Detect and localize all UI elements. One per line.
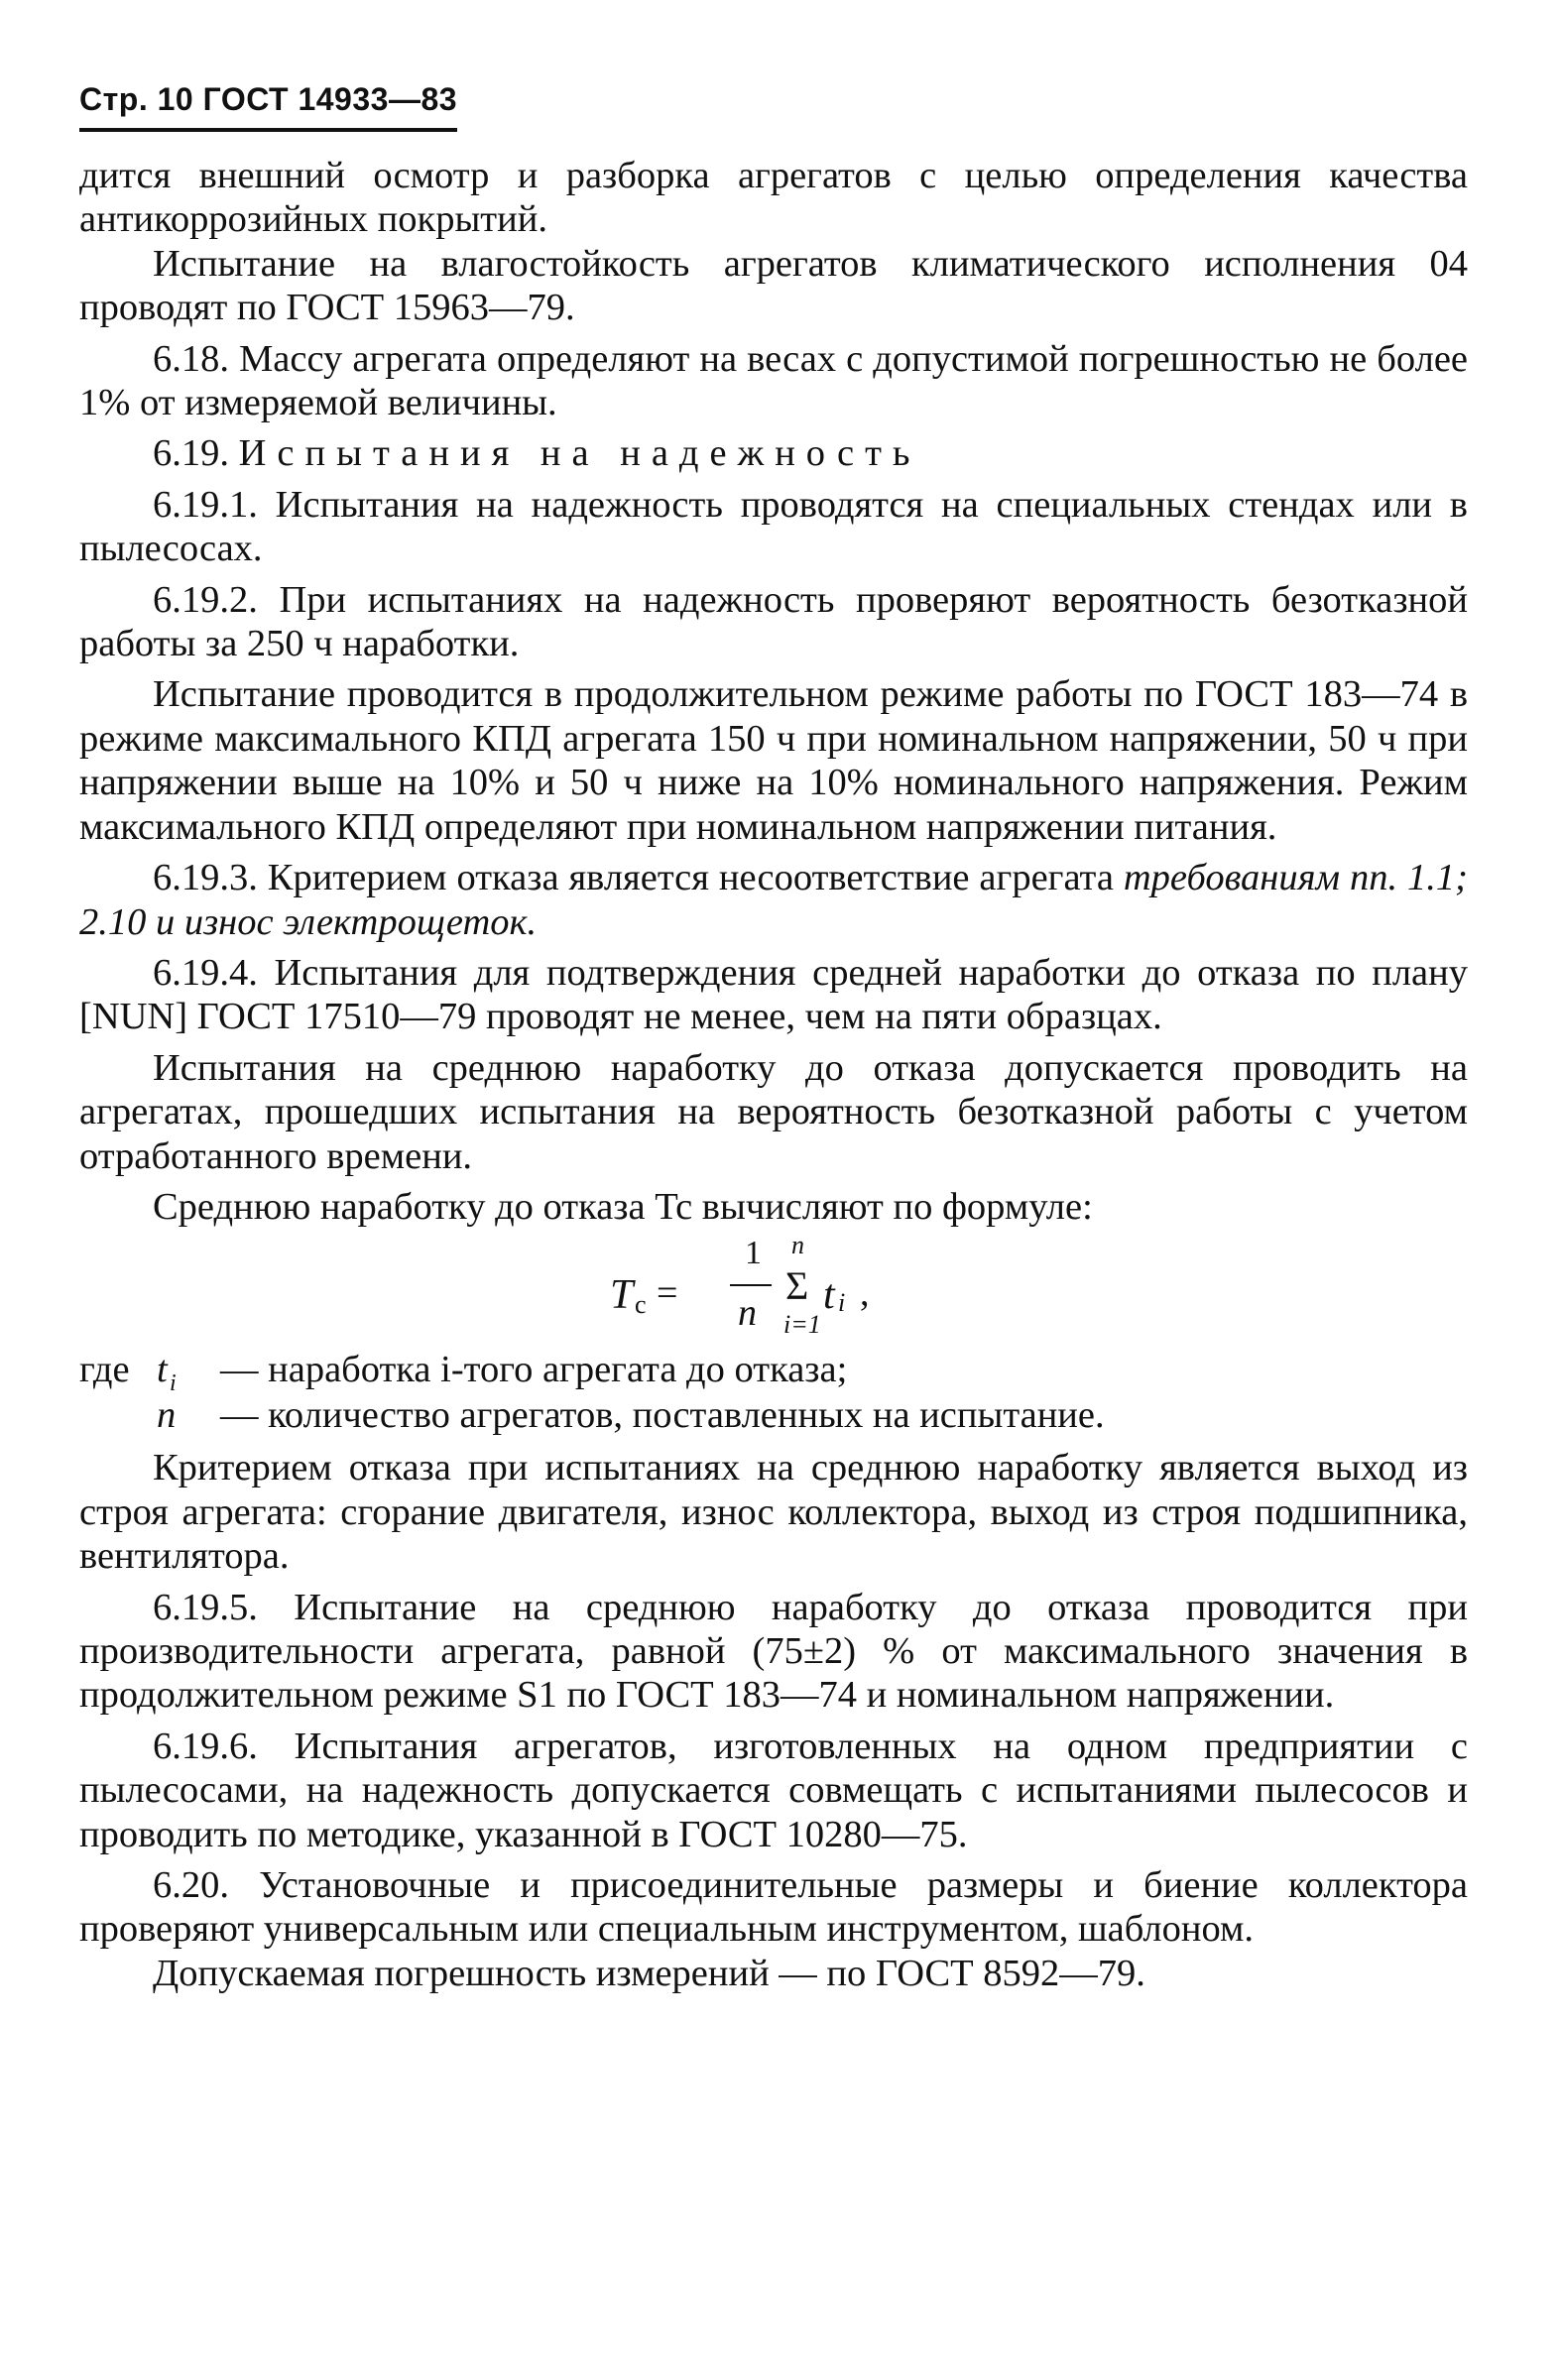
where-row-ti bbox=[79, 1348, 1468, 1397]
section-heading-6-19 bbox=[79, 431, 1468, 475]
formula-sum-upper: n bbox=[791, 1231, 804, 1260]
paragraph-humidity-test: Испытание на влагостойкость агрегатов климатического исполнения 04 проводят по ГОСТ 15963—79. bbox=[79, 242, 1468, 329]
paragraph-6-19-4: 6.19.4. Испытания для подтверждения средней наработки до отказа по плану [NUN] ГОСТ 17510—79 проводят не менее, чем на пяти образцах. bbox=[79, 951, 1468, 1038]
paragraph-measurement-error: Допускаемая погрешность измерений — по ГОСТ 8592—79. bbox=[153, 1952, 1145, 1994]
paragraph-6-20: 6.20. Установочные и присоединительные размеры и биение коллектора проверяют универсальным или специальным инструментом, шаблоном. bbox=[79, 1864, 1468, 1951]
failure-criterion-italic: требованиям пп. 1.1; 2.10 и износ электрощеток. bbox=[79, 857, 1469, 943]
formula-lhs-subscript: c bbox=[635, 1290, 647, 1320]
where-symbol-t: t bbox=[157, 1349, 168, 1391]
paragraph-6-19-6: 6.19.6. Испытания агрегатов, изготовленных на одном предприятии с пылесосами, на надежность допускается совмещать с испытаниями пылесосов и проводить по методике, указанной в ГОСТ 10280—75. bbox=[79, 1725, 1468, 1855]
formula-numerator: 1 bbox=[745, 1235, 762, 1272]
paragraph-6-19-5: 6.19.5. Испытание на среднюю наработку до отказа проводится при производительности агрегата, равной (75±2) % от максимального значения в продолжительном режиме S1 по ГОСТ 183—74 и номинальном напряжении. bbox=[79, 1586, 1468, 1717]
paragraph-continuation: дится внешний осмотр и разборка агрегатов с целью определения качества антикоррозийных покрытий. bbox=[79, 155, 1468, 241]
paragraph-test-mode: Испытание проводится в продолжительном режиме работы по ГОСТ 183—74 в режиме максимального КПД агрегата 150 ч при номинальном напряжении, 50 ч при напряжении выше на 10% и 50 ч ниже на 10% номинального напряжения. Режим максимального КПД определяют при номинальном напряжении питания. bbox=[79, 673, 1468, 848]
where-symbol-n: n bbox=[157, 1394, 177, 1437]
formula-equals: = bbox=[657, 1272, 678, 1315]
formula-sum-lower: i=1 bbox=[783, 1310, 821, 1340]
formula-trailing-comma: , bbox=[860, 1272, 870, 1315]
document-page bbox=[79, 81, 1468, 1995]
section-number: 6.19. bbox=[153, 432, 229, 475]
where-label: где bbox=[79, 1349, 130, 1391]
mean-time-formula bbox=[79, 1231, 1468, 1342]
where-definition-t: — наработка i-того агрегата до отказа; bbox=[220, 1349, 848, 1391]
where-definition-n: — количество агрегатов, поставленных на испытание. bbox=[220, 1394, 1105, 1437]
formula-fraction-bar bbox=[730, 1284, 772, 1286]
page-header: Стр. 10 ГОСТ 14933—83 bbox=[79, 81, 457, 132]
formula-term: t bbox=[823, 1272, 835, 1319]
document-body bbox=[79, 154, 1468, 1995]
paragraph-6-19-3 bbox=[79, 856, 1468, 944]
failure-criterion-text: 6.19.3. Критерием отказа является несоответствие агрегата bbox=[153, 857, 1114, 899]
paragraph-6-18: 6.18. Массу агрегата определяют на весах с допустимой погрешностью не более 1% от измеряемой величины. bbox=[79, 337, 1468, 424]
paragraph-6-19-1: 6.19.1. Испытания на надежность проводятся на специальных стендах или в пылесосах. bbox=[79, 483, 1468, 570]
paragraph-mean-time-tests: Испытания на среднюю наработку до отказа допускается проводить на агрегатах, прошедших испытания на вероятность безотказной работы с учетом отработанного времени. bbox=[79, 1046, 1468, 1177]
formula-lhs: T bbox=[610, 1272, 634, 1319]
paragraph-6-19-2: 6.19.2. При испытаниях на надежность проверяют вероятность безотказной работы за 250 ч наработки. bbox=[79, 578, 1468, 665]
paragraph-formula-intro: Среднюю наработку до отказа Tc вычисляют по формуле: bbox=[153, 1185, 1093, 1228]
section-title: Испытания на надежность bbox=[238, 432, 921, 475]
where-symbol-t-subscript: i bbox=[170, 1370, 177, 1397]
formula-term-subscript: i bbox=[838, 1288, 846, 1318]
formula-sum-symbol: Σ bbox=[785, 1263, 809, 1309]
where-row-n bbox=[79, 1393, 1468, 1439]
paragraph-failure-criterion: Критерием отказа при испытаниях на среднюю наработку является выход из строя агрегата: сгорание двигателя, износ коллектора, выход из строя подшипника, вентилятора. bbox=[79, 1447, 1468, 1578]
formula-denominator: n bbox=[738, 1292, 757, 1335]
